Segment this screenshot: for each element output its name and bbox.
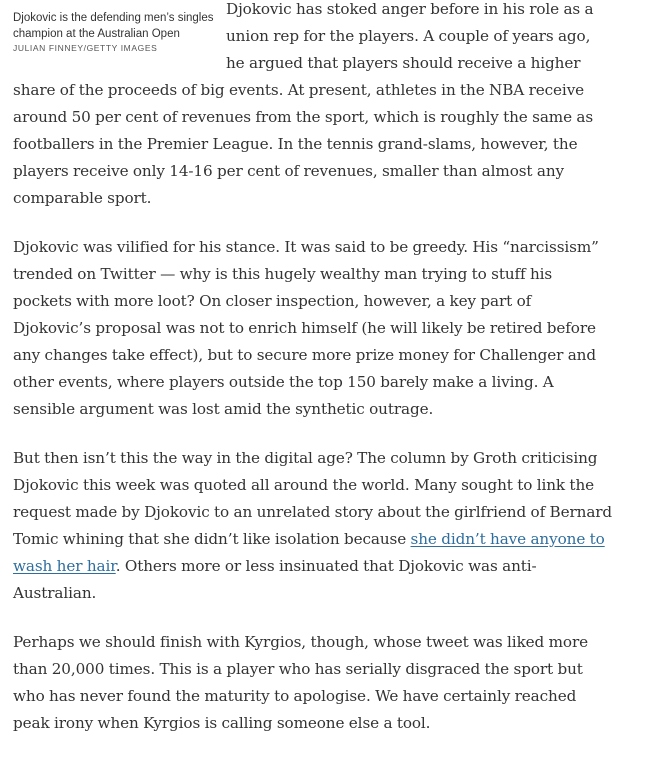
paragraph-union-rep: Djokovic has stoked anger before in his role as a union rep for the players. A couple of years ago, he argued that players should receive a higher share of the proceeds of big events. At present, athletes in the NBA receive around 50 per cent of revenues from the sport, which is roughly the same as footballers in the Premier League. In the tennis grand-slams, however, the players receive only 14-16 per cent of revenues, smaller than almost any comparable sport.: [13, 0, 594, 207]
image-credit: JULIAN FINNEY/GETTY IMAGES: [13, 43, 158, 53]
paragraph-kyrgios: Perhaps we should finish with Kyrgios, though, whose tweet was liked more than 20,000 times. This is a player who has serially disgraced the sport but who has never found the maturity to apologise. We have certainly reached peak irony when Kyrgios is calling someone else a tool.: [13, 633, 589, 732]
wash-hair-link[interactable]: she didn’t have anyone to wash her hair: [13, 530, 605, 575]
paragraph-text-before-link: But then isn’t this the way in the digital age? The column by Groth criticising Djokovic this week was quoted all around the world. Many sought to link the request made by Djokovic to an unrelated story about the girlfriend of Bernard Tomic whining that she didn’t like isolation because: [13, 449, 613, 548]
paragraph-vilified: Djokovic was vilified for his stance. It was said to be greedy. His “narcissism” trended on Twitter — why is this hugely wealthy man trying to stuff his pockets with more loot? On closer inspection, however, a key part of Djokovic’s proposal was not to enrich himself (he will likely be retired before any changes take effect), but to secure more prize money for Challenger and other events, where players outside the top 150 barely make a living. A sensible argument was lost amid the synthetic outrage.: [13, 238, 599, 418]
image-caption-block: [13, 0, 218, 54]
image-caption: Djokovic is the defending men’s singles champion at the Australian Open: [13, 12, 214, 40]
paragraph-digital-age: [13, 445, 613, 607]
article-body: [13, 0, 613, 759]
paragraph-text-after-link: . Others more or less insinuated that Djokovic was anti-Australian.: [13, 557, 537, 602]
